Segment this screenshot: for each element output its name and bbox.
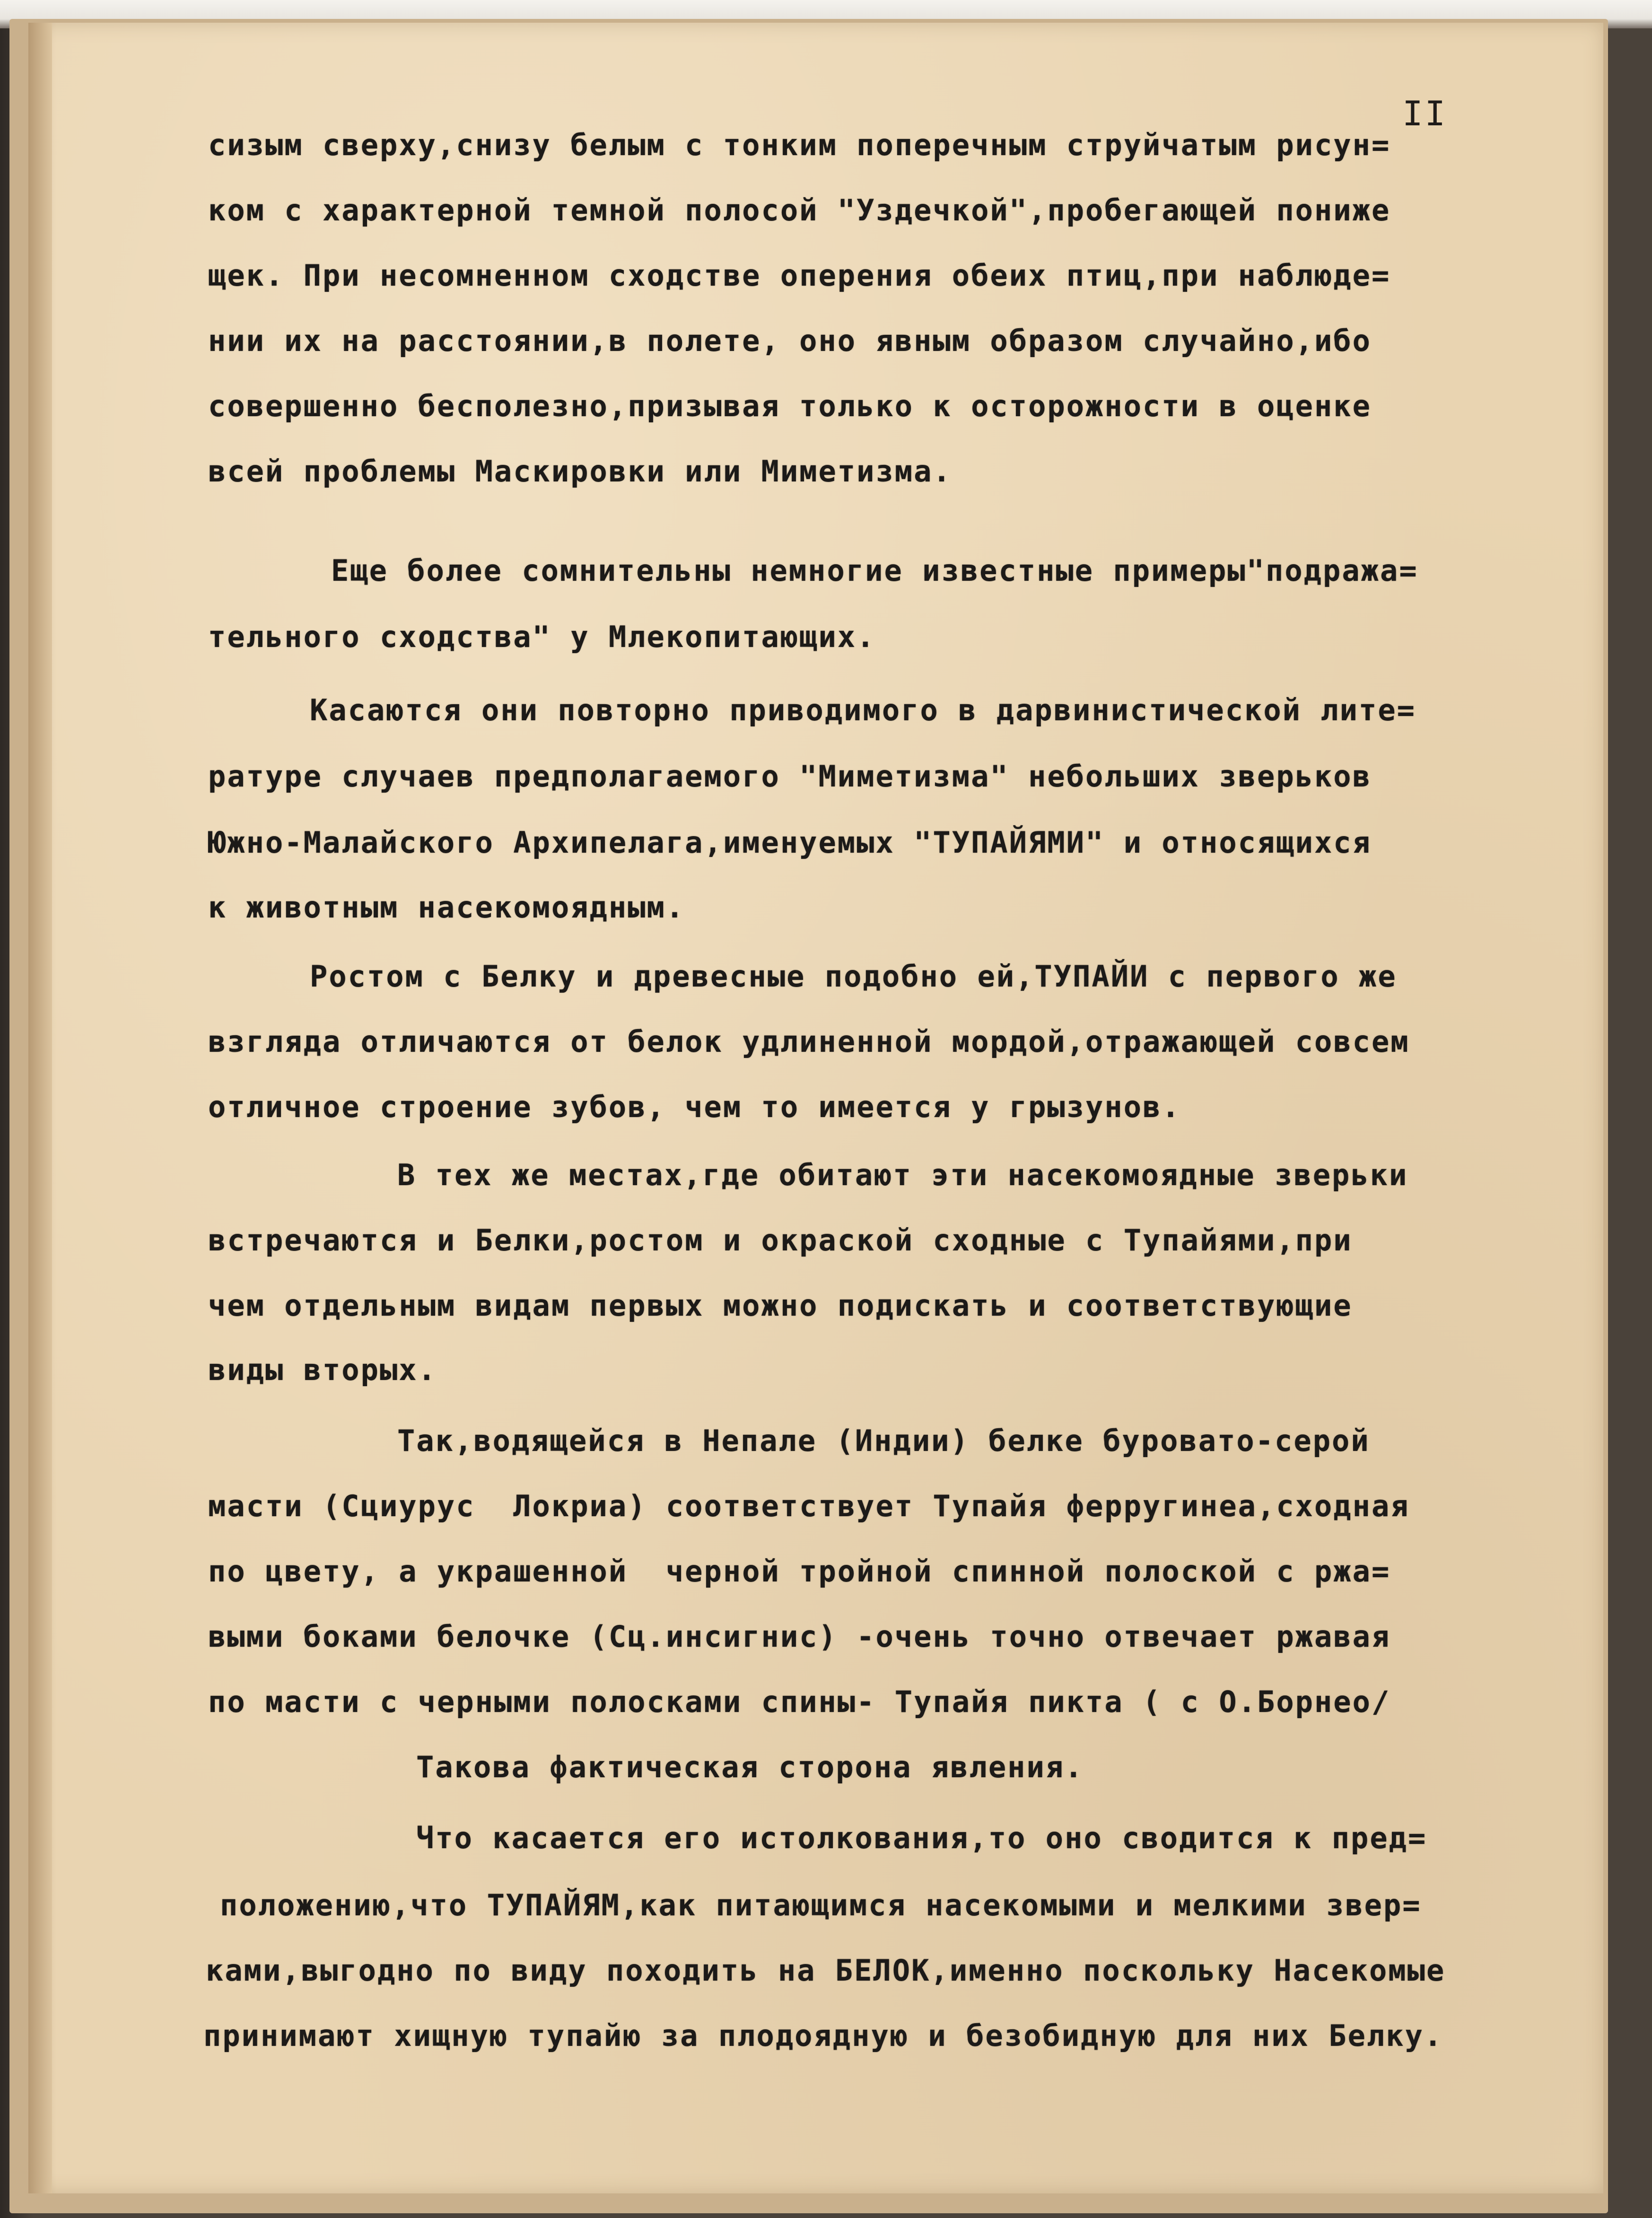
text-line: ратуре случаев предполагаемого "Миметизма" небольших зверьков — [208, 759, 1372, 794]
text-line: нии их на расстоянии,в полете, оно явным образом случайно,ибо — [208, 323, 1372, 358]
text-line: Так,водящейся в Непале (Индии) белке буровато-серой — [397, 1423, 1370, 1458]
text-line: выми боками белочке (Сц.инсигнис) -очень точно отвечает ржавая — [208, 1619, 1391, 1654]
text-line: Еще более сомнительны немногие известные примеры"подража= — [331, 553, 1418, 588]
text-line: чем отдельным видам первых можно подискать и соответствующие — [208, 1288, 1353, 1323]
text-line: Касаются они повторно приводимого в дарвинистической лите= — [310, 693, 1416, 727]
text-line: совершенно бесполезно,призывая только к осторожности в оценке — [208, 389, 1372, 423]
text-line: отличное строение зубов, чем то имеется у грызунов. — [208, 1090, 1181, 1124]
text-line: по цвету, а украшенной черной тройной спинной полоской с ржа= — [208, 1554, 1391, 1589]
text-line: Южно-Малайского Архипелага,именуемых "ТУПАЙЯМИ" и относящихся — [208, 825, 1372, 860]
text-line: принимают хищную тупайю за плодоядную и безобидную для них Белку. — [203, 2018, 1443, 2053]
binding-edge — [28, 23, 52, 2193]
text-line: взгляда отличаются от белок удлиненной мордой,отражающей совсем — [208, 1024, 1410, 1059]
text-line: положению,что ТУПАЙЯМ,как питающимся насекомыми и мелкими звер= — [220, 1888, 1422, 1922]
text-line: В тех же местах,где обитают эти насекомоядные зверьки — [397, 1158, 1408, 1192]
text-line: масти (Сциурус Локриа) соответствует Тупайя ферругинеа,сходная — [208, 1489, 1410, 1523]
text-line: Что касается его истолкования,то оно сводится к пред= — [416, 1821, 1427, 1855]
text-line: щек. При несомненном сходстве оперения обеих птиц,при наблюде= — [208, 258, 1391, 293]
text-line: виды вторых. — [208, 1353, 437, 1387]
text-line: к животным насекомоядным. — [208, 890, 685, 925]
text-line: тельного сходства" у Млекопитающих. — [208, 620, 876, 654]
text-line: всей проблемы Маскировки или Миметизма. — [208, 454, 952, 489]
text-line: сизым сверху,снизу белым с тонким поперечным струйчатым рисун= — [208, 128, 1391, 162]
text-line: ками,выгодно по виду походить на БЕЛОК,именно поскольку Насекомые — [206, 1953, 1446, 1988]
text-line: ком с характерной темной полосой "Уздечкой",пробегающей пониже — [208, 193, 1391, 227]
text-line: Ростом с Белку и древесные подобно ей,ТУПАЙИ с первого же — [310, 959, 1397, 994]
text-line: встречаются и Белки,ростом и окраской сходные с Тупайями,при — [208, 1223, 1353, 1257]
text-line: Такова фактическая сторона явления. — [416, 1750, 1084, 1784]
text-line: по масти с черными полосками спины- Тупайя пикта ( с О.Борнео/ — [208, 1685, 1391, 1719]
page-number: II — [1402, 94, 1447, 133]
